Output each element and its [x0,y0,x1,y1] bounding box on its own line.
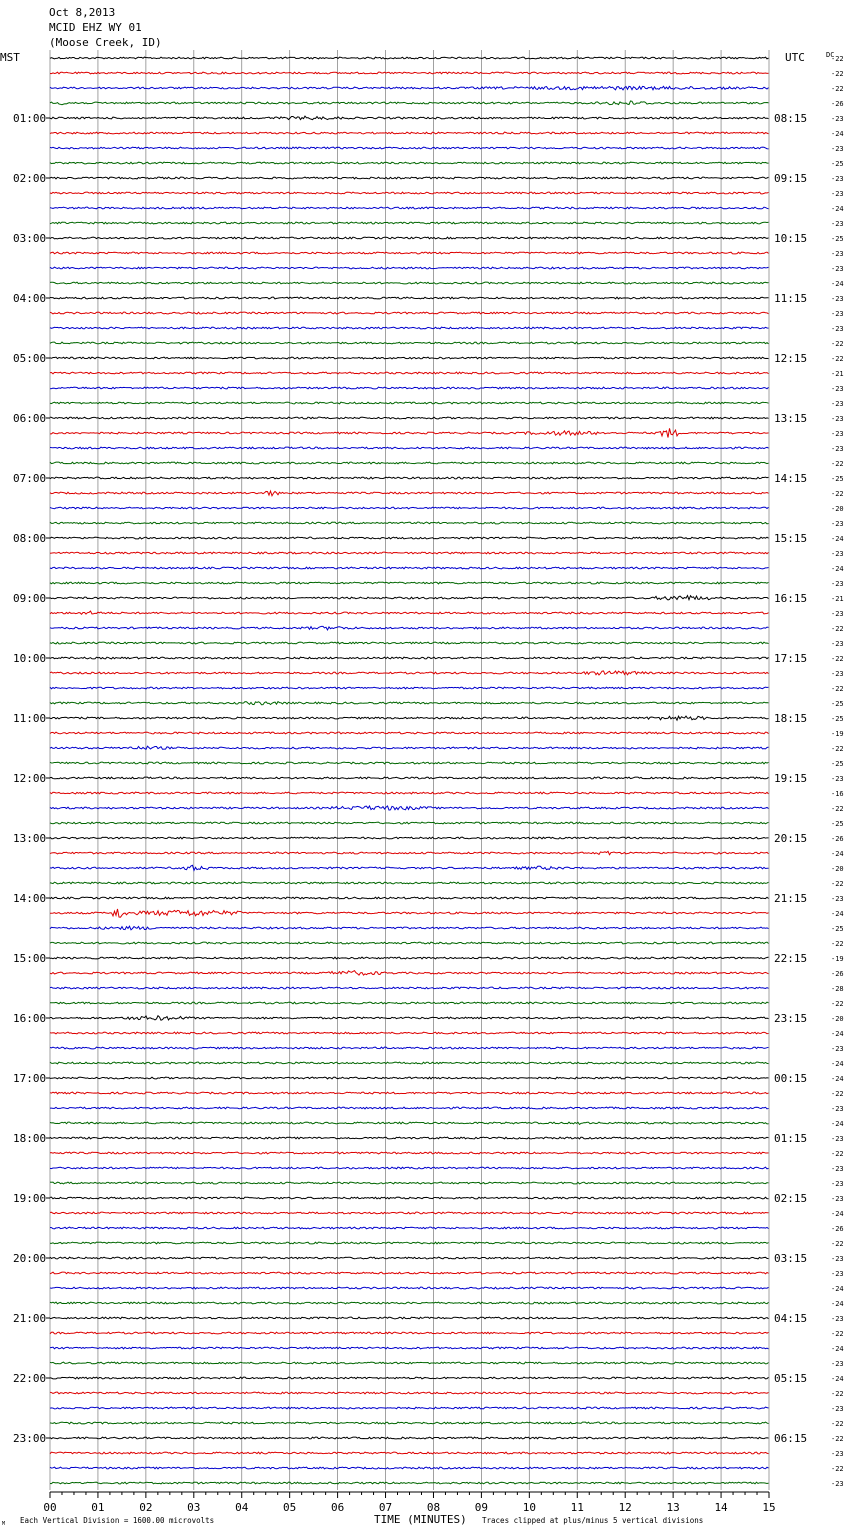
trace-79 [50,1242,769,1244]
trace-71 [50,1122,769,1124]
dc-offset-label: -23 [831,385,844,393]
dc-offset-label: -23 [831,520,844,528]
trace-6 [50,147,769,149]
trace-13 [50,252,769,254]
dc-offset-label: -24 [831,535,844,543]
dc-label: DC [826,51,835,59]
dc-offset-label: -24 [831,130,844,138]
mst-hour-label: 13:00 [13,832,47,845]
dc-offset-label: -23 [831,430,844,438]
dc-offset-label: -24 [831,565,844,573]
trace-94 [50,1467,769,1469]
dc-offset-label: -24 [831,1285,844,1293]
mst-hour-label: 15:00 [13,952,47,965]
utc-hour-label: 05:15 [774,1372,808,1385]
trace-41 [50,671,769,675]
x-tick-label: 02 [139,1501,153,1514]
trace-56 [50,897,769,899]
dc-offset-label: -28 [831,985,844,993]
dc-offset-label: -21 [831,595,844,603]
dc-offset-label: -22 [831,1090,844,1098]
dc-offset-label: -20 [831,865,844,873]
dc-offset-label: -23 [831,1105,844,1113]
trace-35 [50,582,769,584]
dc-offset-label: -22 [831,805,844,813]
header-date: Oct 8,2013 [49,6,116,19]
trace-44 [50,716,769,720]
clip-note: Traces clipped at plus/minus 5 vertical divisions [482,1516,704,1525]
mst-hour-label: 07:00 [13,472,47,485]
trace-47 [50,762,769,764]
dc-offset-label: -22 [831,1435,844,1443]
trace-54 [50,865,769,870]
dc-offset-label: -25 [831,160,844,168]
mst-hour-label: 17:00 [13,1072,47,1085]
trace-61 [50,971,769,975]
trace-18 [50,327,769,329]
x-tick-label: 03 [187,1501,201,1514]
mst-hour-label: 22:00 [13,1372,47,1385]
dc-offset-label: -23 [831,1180,844,1188]
dc-offset-label: -24 [831,1345,844,1353]
trace-88 [50,1377,769,1379]
dc-offset-label: -22 [831,1330,844,1338]
dc-offset-label: -22 [831,880,844,888]
trace-59 [50,942,769,944]
mst-hour-label: 02:00 [13,172,47,185]
trace-9 [50,192,769,194]
dc-offset-label: -22 [831,1240,844,1248]
utc-hour-label: 06:15 [774,1432,808,1445]
utc-hour-label: 15:15 [774,532,808,545]
dc-offset-label: -23 [831,1255,844,1263]
utc-hour-label: 11:15 [774,292,808,305]
dc-offset-label: -26 [831,835,844,843]
trace-74 [50,1167,769,1169]
utc-hour-label: 19:15 [774,772,808,785]
trace-38 [50,626,769,630]
dc-offset-label: -23 [831,445,844,453]
utc-hour-label: 13:15 [774,412,808,425]
dc-offset-label: -25 [831,760,844,768]
x-tick-label: 07 [378,1501,393,1514]
trace-55 [50,882,769,884]
dc-offset-label: -23 [831,550,844,558]
trace-14 [50,267,769,269]
seismic-traces [50,57,769,1484]
dc-offset-label: -25 [831,475,844,483]
trace-29 [50,491,769,496]
trace-12 [50,237,769,239]
dc-offset-label: -22 [831,625,844,633]
utc-hour-label: 04:15 [774,1312,808,1325]
dc-offset-label: -23 [831,400,844,408]
dc-offset-label: -20 [831,1015,844,1023]
dc-offset-label: -23 [831,1480,844,1488]
x-tick-label: 05 [283,1501,297,1514]
dc-offset-label: -22 [831,1465,844,1473]
x-tick-label: 11 [570,1501,584,1514]
dc-offset-label: -19 [831,955,844,963]
dc-offset-label: -23 [831,1270,844,1278]
dc-offset-label: -22 [831,685,844,693]
trace-22 [50,387,769,389]
trace-30 [50,507,769,509]
utc-hour-label: 22:15 [774,952,808,965]
trace-84 [50,1317,769,1319]
dc-offset-label: -22 [831,70,844,78]
dc-offset-label: -26 [831,970,844,978]
trace-70 [50,1107,769,1109]
time-gridlines [50,50,769,1490]
trace-46 [50,746,769,749]
dc-offset-label: -21 [831,370,844,378]
x-tick-label: 14 [714,1501,728,1514]
dc-offset-label: -23 [831,310,844,318]
trace-24 [50,417,769,419]
trace-77 [50,1212,769,1214]
utc-hour-label: 02:15 [774,1192,808,1205]
mst-hour-label: 12:00 [13,772,47,785]
dc-offset-label: -23 [831,1360,844,1368]
dc-offset-label: -23 [831,1450,844,1458]
trace-82 [50,1287,769,1289]
dc-offset-label: -23 [831,1315,844,1323]
scale-note: Each Vertical Division = 1600.00 microvolts [20,1516,215,1525]
trace-39 [50,642,769,644]
dc-offset-label: -24 [831,1060,844,1068]
dc-offset-label: -23 [831,640,844,648]
dc-offset-label: -23 [831,415,844,423]
dc-offset-label: -23 [831,1405,844,1413]
dc-offset-label: -20 [831,505,844,513]
trace-26 [50,447,769,449]
header-station: MCID EHZ WY 01 [49,21,142,34]
x-tick-label: 08 [426,1501,441,1514]
x-tick-label: 15 [762,1501,776,1514]
mst-hour-label: 23:00 [13,1432,47,1445]
trace-49 [50,792,769,794]
trace-65 [50,1032,769,1034]
utc-hour-label: 16:15 [774,592,808,605]
trace-31 [50,522,769,524]
trace-28 [50,477,769,479]
dc-offset-label: -23 [831,325,844,333]
trace-83 [50,1302,769,1304]
mst-hour-label: 14:00 [13,892,47,905]
trace-21 [50,372,769,374]
dc-offset-label: -23 [831,895,844,903]
dc-offset-label: -24 [831,1375,844,1383]
trace-17 [50,312,769,314]
dc-offset-label: -23 [831,115,844,123]
mst-hour-label: 09:00 [13,592,47,605]
mst-hour-label: 10:00 [13,652,47,665]
dc-offset-label: -23 [831,775,844,783]
dc-offset-label: -23 [831,670,844,678]
trace-3 [50,101,769,105]
trace-75 [50,1182,769,1184]
dc-offset-label: -24 [831,910,844,918]
trace-76 [50,1197,769,1199]
x-tick-label: 00 [43,1501,57,1514]
utc-hour-labels [774,112,807,1445]
dc-offset-label: -24 [831,1210,844,1218]
trace-63 [50,1002,769,1004]
trace-89 [50,1392,769,1394]
trace-73 [50,1152,769,1154]
dc-offset-label: -26 [831,100,844,108]
dc-offset-label: -23 [831,1165,844,1173]
x-tick-label: 04 [235,1501,249,1514]
mst-hour-label: 11:00 [13,712,47,725]
trace-15 [50,282,769,284]
trace-32 [50,537,769,539]
mst-axis-label: MST [0,51,20,64]
utc-hour-label: 23:15 [774,1012,808,1025]
dc-offset-label: -22 [831,355,844,363]
trace-2 [50,86,769,90]
trace-95 [50,1482,769,1484]
dc-offset-label: -24 [831,1120,844,1128]
trace-80 [50,1257,769,1259]
trace-43 [50,702,769,705]
dc-offset-label: -25 [831,700,844,708]
dc-offset-label: -25 [831,820,844,828]
x-axis [43,1492,775,1514]
trace-93 [50,1452,769,1454]
mst-hour-label: 20:00 [13,1252,47,1265]
trace-5 [50,132,769,134]
trace-92 [50,1437,769,1439]
mst-hour-label: 08:00 [13,532,47,545]
trace-27 [50,462,769,464]
corner-mark: M [2,1521,6,1527]
mst-hour-label: 19:00 [13,1192,47,1205]
mst-hour-label: 18:00 [13,1132,47,1145]
trace-69 [50,1092,769,1094]
dc-offset-label: -22 [831,1390,844,1398]
trace-11 [50,222,769,224]
utc-hour-label: 18:15 [774,712,808,725]
dc-offset-label: -23 [831,295,844,303]
trace-40 [50,657,769,659]
dc-offset-label: -22 [831,940,844,948]
dc-offset-label: -23 [831,1195,844,1203]
dc-offset-label: -23 [831,580,844,588]
trace-0 [50,57,769,59]
utc-hour-label: 17:15 [774,652,808,665]
x-tick-label: 09 [474,1501,489,1514]
trace-42 [50,687,769,689]
utc-hour-label: 01:15 [774,1132,808,1145]
trace-7 [50,162,769,164]
dc-offset-label: -24 [831,1300,844,1308]
trace-86 [50,1347,769,1349]
dc-offset-label: -23 [831,1045,844,1053]
x-axis-title: TIME (MINUTES) [374,1513,467,1526]
x-tick-label: 13 [666,1501,680,1514]
x-tick-label: 06 [330,1501,345,1514]
dc-offset-label: -23 [831,175,844,183]
trace-8 [50,177,769,179]
trace-19 [50,342,769,344]
dc-offset-label: -25 [831,925,844,933]
trace-90 [50,1407,769,1409]
dc-offset-label: -23 [831,1135,844,1143]
dc-offset-label: -22 [831,85,844,93]
dc-offset-label: -22 [831,1000,844,1008]
trace-36 [50,596,769,600]
x-tick-label: 10 [522,1501,536,1514]
dc-offset-label: -23 [831,250,844,258]
dc-offset-label: -24 [831,280,844,288]
dc-offset-label: -24 [831,205,844,213]
dc-offset-label: -19 [831,730,844,738]
trace-68 [50,1077,769,1079]
trace-45 [50,732,769,734]
trace-53 [50,851,769,854]
trace-50 [50,806,769,810]
trace-85 [50,1332,769,1334]
x-tick-label: 01 [91,1501,105,1514]
utc-hour-label: 09:15 [774,172,808,185]
trace-20 [50,357,769,359]
trace-16 [50,297,769,299]
dc-offset-label: -23 [831,265,844,273]
utc-hour-label: 20:15 [774,832,808,845]
trace-62 [50,987,769,989]
dc-offset-label: -25 [831,235,844,243]
header-location: (Moose Creek, ID) [49,36,162,49]
dc-offset-label: -22 [831,460,844,468]
trace-33 [50,552,769,554]
utc-hour-label: 14:15 [774,472,808,485]
dc-offset-label: -22 [831,340,844,348]
dc-offset-labels [831,55,844,1488]
mst-hour-label: 21:00 [13,1312,47,1325]
trace-57 [50,909,769,917]
dc-offset-label: -23 [831,220,844,228]
mst-hour-label: 05:00 [13,352,47,365]
dc-offset-label: -16 [831,790,844,798]
dc-offset-label: -23 [831,145,844,153]
trace-34 [50,567,769,569]
x-tick-label: 12 [618,1501,632,1514]
dc-offset-label: -23 [831,190,844,198]
utc-hour-label: 08:15 [774,112,808,125]
trace-10 [50,207,769,209]
dc-offset-label: -25 [831,715,844,723]
trace-52 [50,837,769,839]
utc-axis-label: UTC [785,51,805,64]
trace-66 [50,1047,769,1049]
trace-72 [50,1137,769,1139]
utc-hour-label: 21:15 [774,892,808,905]
trace-67 [50,1062,769,1064]
utc-hour-label: 10:15 [774,232,808,245]
trace-91 [50,1422,769,1424]
mst-hour-labels [13,112,50,1445]
dc-offset-label: -24 [831,1075,844,1083]
dc-offset-label: -22 [831,1420,844,1428]
dc-offset-label: -24 [831,1030,844,1038]
trace-81 [50,1272,769,1274]
dc-offset-label: -26 [831,1225,844,1233]
trace-60 [50,957,769,959]
trace-58 [50,926,769,930]
dc-offset-label: -23 [831,610,844,618]
mst-hour-label: 01:00 [13,112,47,125]
dc-offset-label: -24 [831,850,844,858]
utc-hour-label: 03:15 [774,1252,808,1265]
trace-87 [50,1362,769,1364]
dc-offset-label: -22 [831,655,844,663]
trace-25 [50,428,769,437]
trace-4 [50,116,769,120]
trace-51 [50,822,769,824]
trace-64 [50,1016,769,1020]
dc-offset-label: -22 [831,55,844,63]
trace-48 [50,777,769,779]
utc-hour-label: 00:15 [774,1072,808,1085]
trace-78 [50,1227,769,1229]
mst-hour-label: 03:00 [13,232,47,245]
trace-1 [50,72,769,74]
utc-hour-label: 12:15 [774,352,808,365]
dc-offset-label: -22 [831,745,844,753]
dc-offset-label: -22 [831,1150,844,1158]
trace-37 [50,611,769,614]
mst-hour-label: 04:00 [13,292,47,305]
mst-hour-label: 06:00 [13,412,47,425]
trace-23 [50,402,769,404]
dc-offset-label: -22 [831,490,844,498]
mst-hour-label: 16:00 [13,1012,47,1025]
